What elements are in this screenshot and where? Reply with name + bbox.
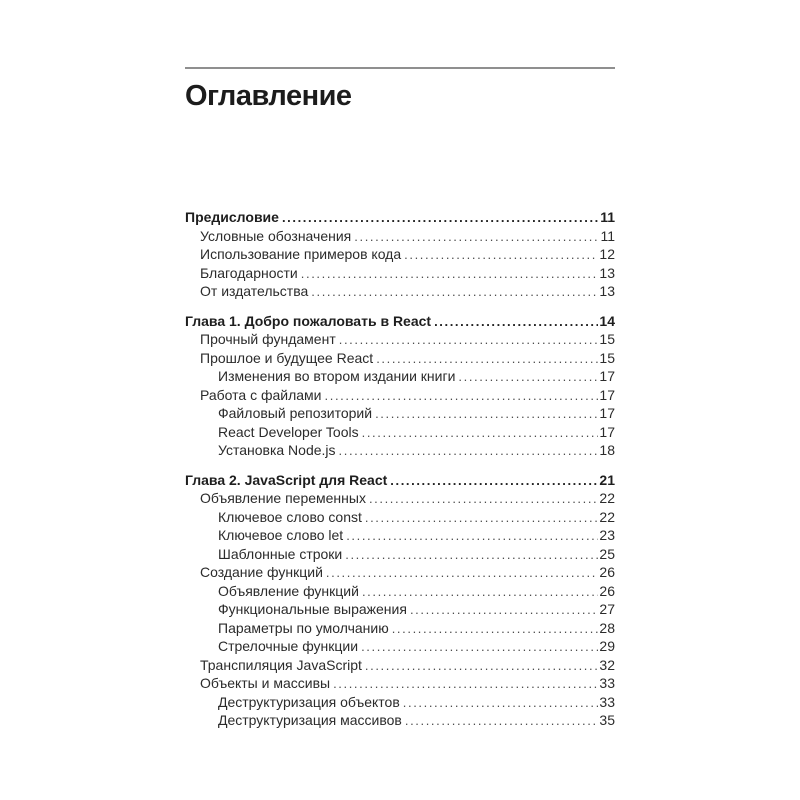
toc-entry-label: Файловый репозиторий bbox=[218, 405, 373, 421]
toc-entry-page: 11 bbox=[600, 227, 615, 244]
toc-entry-page: 15 bbox=[599, 331, 615, 347]
toc-entry-label: Глава 1. Добро пожаловать в React bbox=[185, 312, 432, 329]
toc-entry-label: Благодарности bbox=[200, 264, 298, 281]
toc-entry bbox=[185, 471, 615, 490]
toc-entry-page: 15 bbox=[599, 349, 615, 366]
toc-leader-dots bbox=[326, 563, 599, 578]
toc-entry-label: Условные обозначения bbox=[200, 227, 352, 244]
toc-entry-label: Использование примеров кода bbox=[200, 246, 402, 262]
toc-entry bbox=[185, 489, 615, 508]
toc-entry-page: 18 bbox=[599, 442, 615, 458]
toc-entry-label: Шаблонные строки bbox=[218, 545, 343, 562]
toc-leader-dots bbox=[325, 386, 599, 401]
toc-leader-dots bbox=[410, 600, 598, 615]
toc-entry bbox=[185, 312, 615, 331]
toc-entry-label: Транспиляция JavaScript bbox=[200, 656, 362, 673]
toc-entry bbox=[185, 330, 615, 349]
toc-leader-dots bbox=[354, 227, 599, 242]
toc-entry bbox=[185, 508, 615, 527]
toc-leader-dots bbox=[339, 330, 599, 345]
toc-entry-label: Объявление функций bbox=[218, 582, 359, 599]
toc-leader-dots bbox=[339, 441, 599, 456]
toc-entry-label: Деструктуризация массивов bbox=[218, 712, 402, 728]
toc-list bbox=[185, 208, 615, 730]
toc-leader-dots bbox=[403, 693, 599, 708]
toc-leader-dots bbox=[282, 208, 599, 223]
toc-entry-label: Объявление переменных bbox=[200, 490, 366, 506]
toc-entry-label: Предисловие bbox=[185, 209, 279, 225]
toc-entry-label: Стрелочные функции bbox=[218, 638, 359, 654]
toc-leader-dots bbox=[369, 489, 598, 504]
toc-entry-page: 35 bbox=[599, 712, 615, 728]
toc-entry bbox=[185, 441, 615, 460]
toc-entry-label: React Developer Tools bbox=[218, 423, 359, 440]
toc-entry bbox=[185, 264, 615, 283]
toc-entry bbox=[185, 637, 615, 656]
toc-entry bbox=[185, 423, 615, 442]
toc-entry-page: 28 bbox=[599, 619, 615, 636]
toc-entry bbox=[185, 282, 615, 301]
toc-entry-label: Объекты и массивы bbox=[200, 675, 331, 691]
toc-entry bbox=[185, 245, 615, 264]
toc-leader-dots bbox=[333, 674, 598, 689]
toc-entry-page: 17 bbox=[599, 423, 615, 440]
toc-leader-dots bbox=[434, 312, 598, 327]
toc-entry bbox=[185, 693, 615, 712]
toc-entry-page: 26 bbox=[599, 564, 615, 580]
toc-entry-label: Прочный фундамент bbox=[200, 331, 336, 347]
toc-entry-label: Ключевое слово const bbox=[218, 508, 362, 525]
page-title: Оглавление bbox=[185, 80, 352, 112]
toc-entry bbox=[185, 208, 615, 227]
toc-entry bbox=[185, 367, 615, 386]
toc-entry-page: 23 bbox=[599, 527, 615, 543]
toc-leader-dots bbox=[392, 619, 599, 634]
toc-entry-page: 22 bbox=[599, 508, 615, 525]
toc-entry-page: 29 bbox=[599, 638, 615, 654]
toc-leader-dots bbox=[458, 367, 598, 382]
toc-entry-page: 26 bbox=[599, 582, 615, 599]
toc-leader-dots bbox=[405, 711, 599, 726]
toc-entry-page: 14 bbox=[599, 312, 615, 329]
toc-entry-label: Прошлое и будущее React bbox=[200, 349, 374, 366]
toc-entry bbox=[185, 349, 615, 368]
toc-leader-dots bbox=[345, 545, 598, 560]
toc-leader-dots bbox=[362, 582, 598, 597]
toc-entry-page: 17 bbox=[599, 405, 615, 421]
toc-entry-label: Ключевое слово let bbox=[218, 527, 344, 543]
toc-leader-dots bbox=[404, 245, 598, 260]
toc-entry bbox=[185, 711, 615, 730]
toc-leader-dots bbox=[311, 282, 598, 297]
toc-entry-label: Установка Node.js bbox=[218, 442, 336, 458]
toc-entry bbox=[185, 600, 615, 619]
toc-entry-page: 17 bbox=[599, 368, 615, 384]
toc-entry-page: 21 bbox=[599, 471, 615, 488]
toc-entry bbox=[185, 582, 615, 601]
toc-entry bbox=[185, 563, 615, 582]
toc-entry bbox=[185, 656, 615, 675]
toc-leader-dots bbox=[365, 656, 599, 671]
toc-entry bbox=[185, 404, 615, 423]
toc-entry-label: Параметры по умолчанию bbox=[218, 619, 389, 636]
toc-entry-label: Деструктуризация объектов bbox=[218, 693, 400, 710]
toc-entry-label: Глава 2. JavaScript для React bbox=[185, 471, 388, 488]
toc-entry-page: 22 bbox=[599, 490, 615, 506]
toc-leader-dots bbox=[362, 423, 599, 438]
toc-entry-page: 33 bbox=[599, 693, 615, 710]
toc-entry-page: 13 bbox=[599, 283, 615, 299]
toc-entry bbox=[185, 545, 615, 564]
toc-leader-dots bbox=[361, 637, 598, 652]
header-rule bbox=[185, 67, 615, 69]
toc-entry-page: 33 bbox=[599, 675, 615, 691]
toc-entry bbox=[185, 674, 615, 693]
toc-entry bbox=[185, 619, 615, 638]
toc-leader-dots bbox=[390, 471, 598, 486]
toc-entry-page: 12 bbox=[599, 246, 615, 262]
page-content bbox=[185, 0, 615, 730]
toc-entry-page: 11 bbox=[600, 209, 615, 225]
toc-entry-label: Работа с файлами bbox=[200, 386, 322, 403]
toc-entry-page: 25 bbox=[599, 545, 615, 562]
toc-entry-label: Изменения во втором издании книги bbox=[218, 368, 456, 384]
toc-leader-dots bbox=[375, 404, 598, 419]
toc-entry-label: Функциональные выражения bbox=[218, 601, 407, 617]
toc-entry-page: 27 bbox=[599, 601, 615, 617]
toc-entry-page: 13 bbox=[599, 264, 615, 281]
toc-leader-dots bbox=[301, 264, 599, 279]
toc-entry-page: 17 bbox=[599, 386, 615, 403]
toc-entry-label: Создание функций bbox=[200, 564, 323, 580]
toc-entry bbox=[185, 227, 615, 246]
toc-leader-dots bbox=[365, 508, 599, 523]
toc-entry-label: От издательства bbox=[200, 283, 309, 299]
toc-entry bbox=[185, 526, 615, 545]
toc-leader-dots bbox=[376, 349, 598, 364]
toc-leader-dots bbox=[346, 526, 598, 541]
toc-entry-page: 32 bbox=[599, 656, 615, 673]
toc-entry bbox=[185, 386, 615, 405]
